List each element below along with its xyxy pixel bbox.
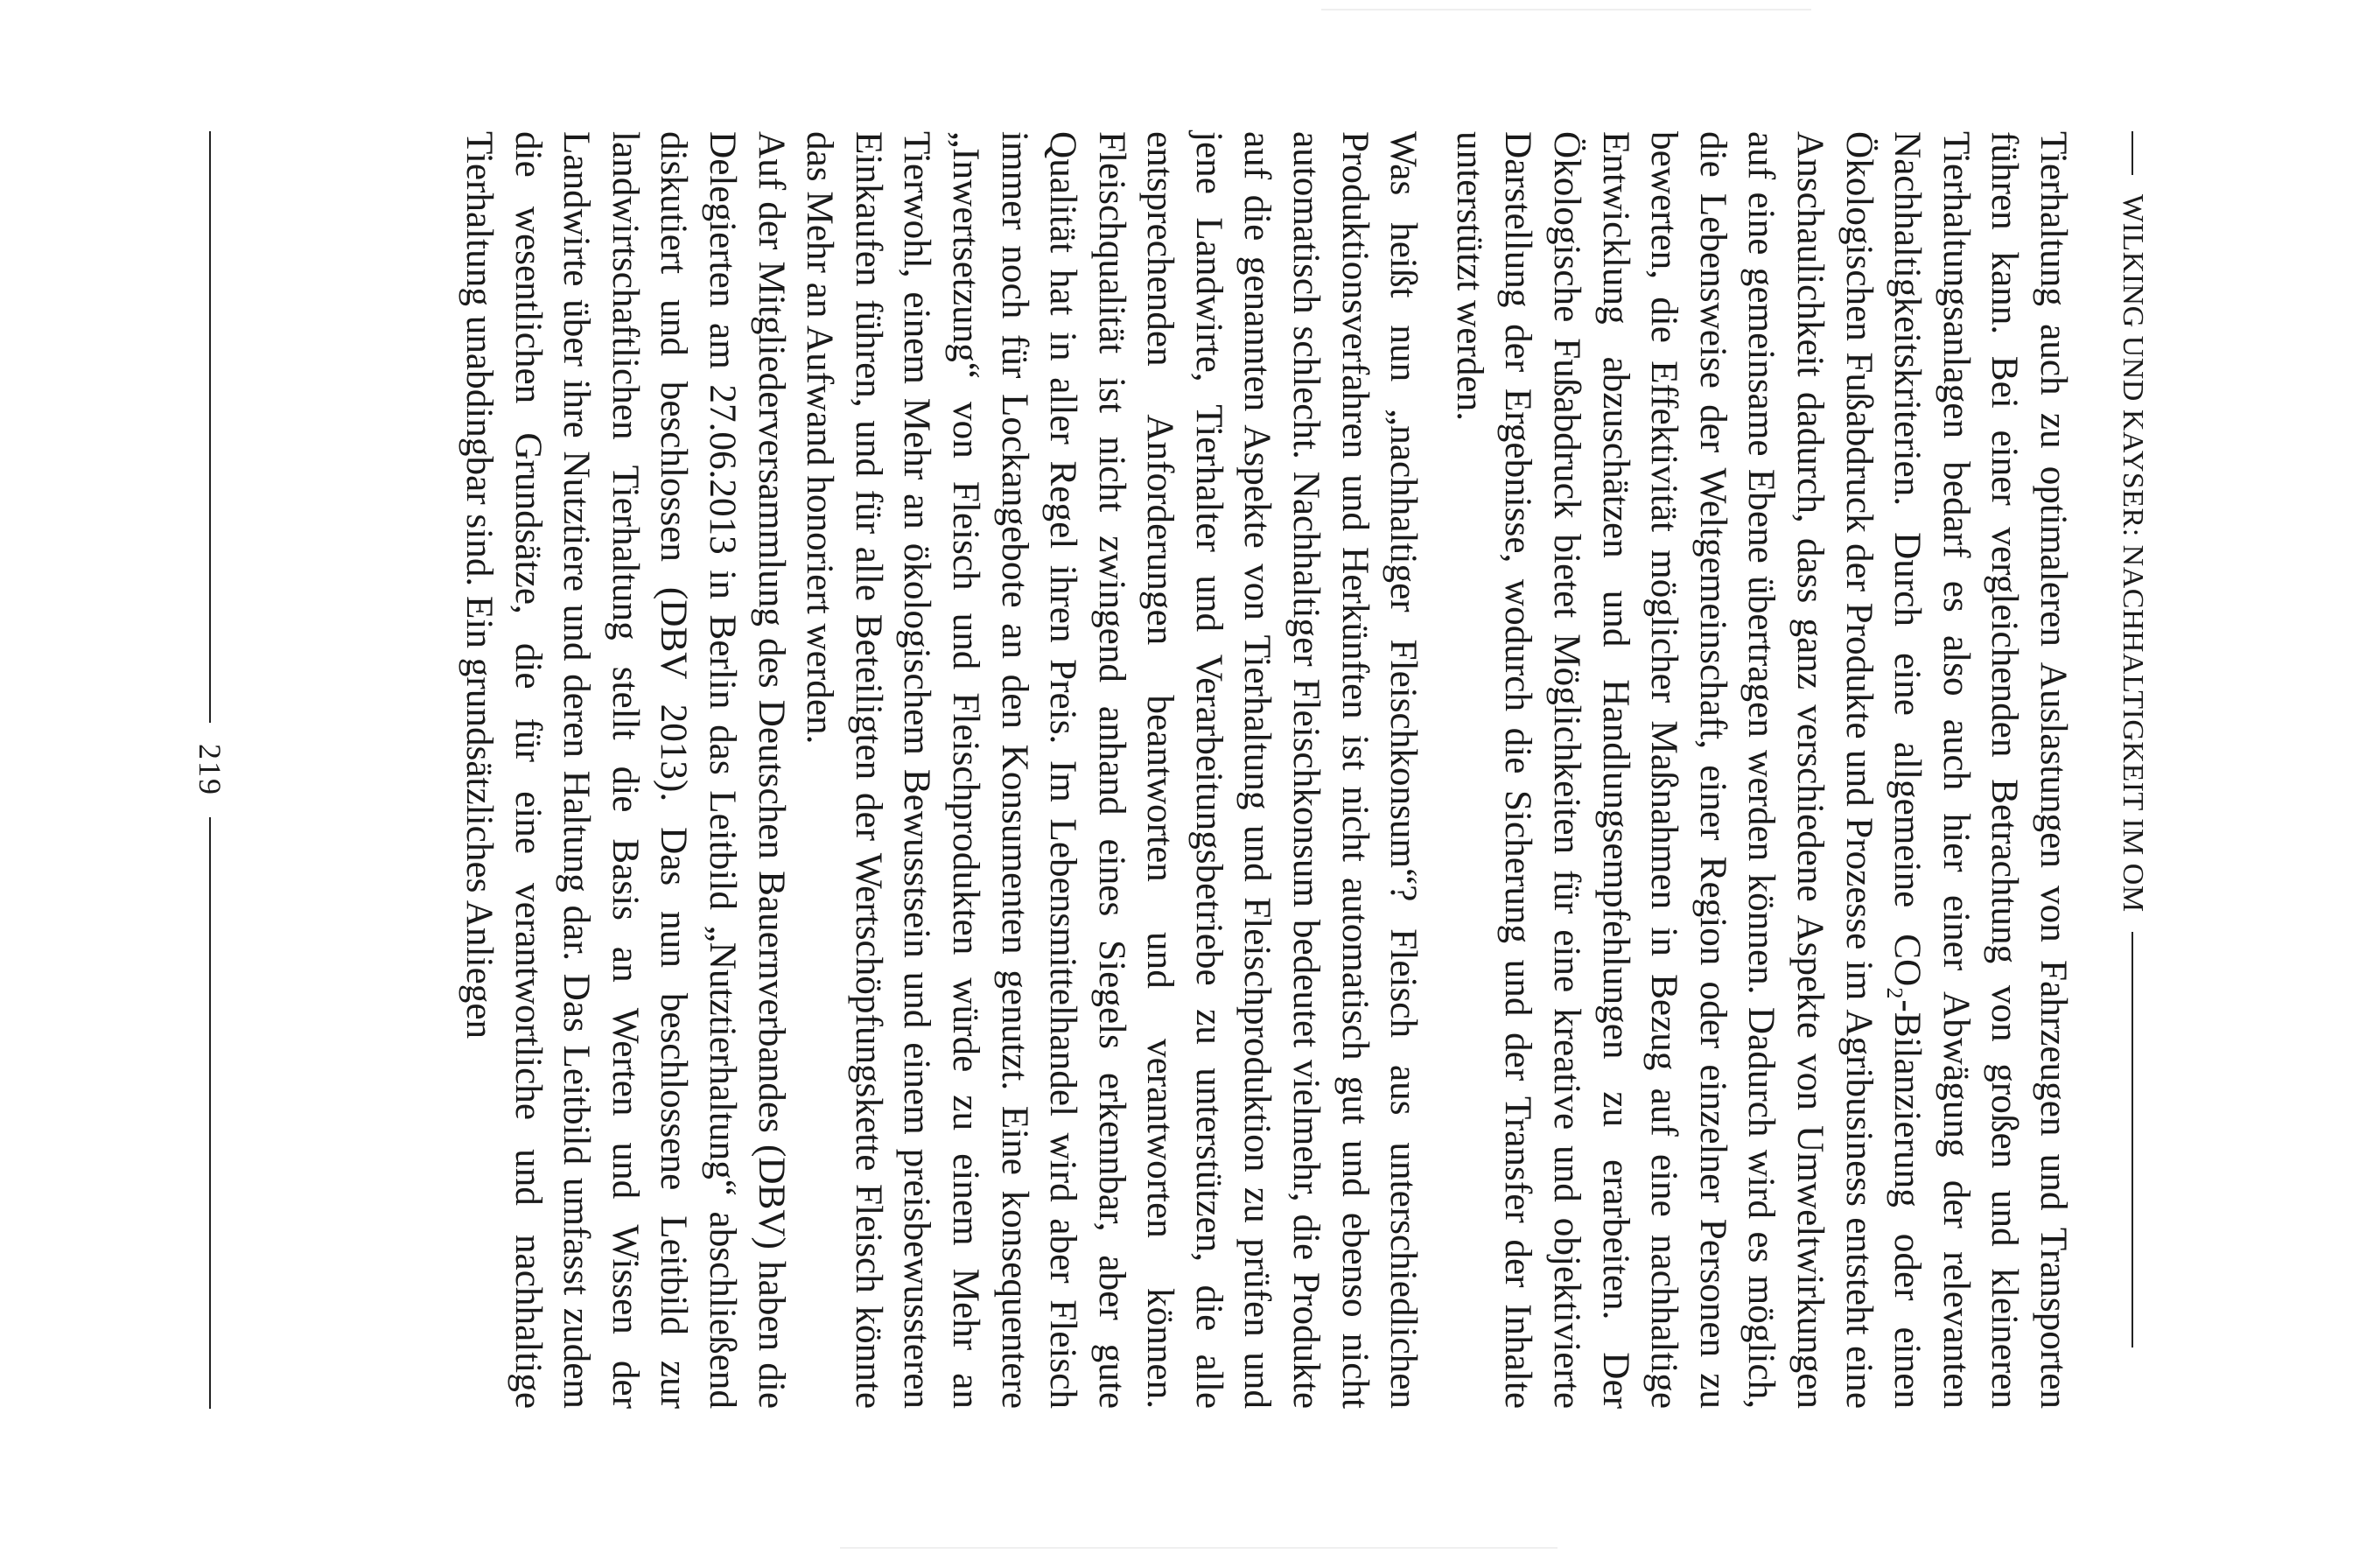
paragraph-1: Tierhaltung auch zu optimaleren Auslastungen von Fahrzeugen und Transporten führen kann. Bei einer vergleichenden Betrachtung von großen und kleineren Tierhaltungsanlagen bedarf es also auch hier einer Abwägung der relevanten Nachhaltigkeitskriterien. Durch eine allgemeine CO₂-Bilanzierung oder einen Ökologischen Fußabdruck der Produkte und Prozesse im Agribusiness entsteht eine Anschaulichkeit dadurch, dass ganz verschiedene Aspekte von Umweltwirkungen auf eine gemeinsame Ebene übertragen werden können. Dadurch wird es möglich, die Lebensweise der Weltgemeinschaft, einer Region oder einzelner Personen zu bewerten, die Effektivität möglicher Maßnahmen in Bezug auf eine nachhaltige Entwicklung abzuschätzen und Handlungsempfehlungen zu erarbeiten. Der Ökologische Fußabdruck bietet Möglichkeiten für eine kreative und objektivierte Darstellung der Ergebnisse, wodurch die Sicherung und der Transfer der Inhalte unterstützt werden. <box>1448 131 2074 1409</box>
page-number: 219 <box>192 744 228 796</box>
header-rule-left <box>2132 131 2133 175</box>
body-text <box>454 131 2077 1409</box>
footer-rule-left <box>209 131 211 723</box>
footer-rule-right <box>209 817 211 1409</box>
paragraph-3: Auf der Mitgliederversammlung des Deutschen Bauernverbandes (DBV) haben die Delegierten am 27.06.2013 in Berlin das Leitbild „Nutztierhaltung“ abschließend diskutiert und beschlossen (DBV 2013). Das nun beschlossene Leitbild zur landwirtschaftlichen Tierhaltung stellt die Basis an Werten und Wissen der Landwirte über ihre Nutztiere und deren Haltung dar. Das Leitbild umfasst zudem die wesentlichen Grundsätze, die für eine verantwortliche und nachhaltige Tierhaltung unabdingbar sind. Ein grundsätzliches Anliegen <box>458 131 792 1409</box>
page-footer <box>192 131 228 1409</box>
running-header <box>2116 131 2149 1348</box>
running-title: WILKING UND KAYSER: NACHHALTIGKEIT IM OM <box>2117 194 2149 913</box>
header-rule-right <box>2132 932 2133 1348</box>
paragraph-2: Was heißt nun „nachhaltiger Fleischkonsum“? Fleisch aus unterschiedlichen Produktionsverfahren und Herkünften ist nicht automatisch gut und ebenso nicht automatisch schlecht. Nachhaltiger Fleischkonsum bedeutet vielmehr, die Produkte auf die genannten Aspekte von Tierhaltung und Fleischproduktion zu prüfen und jene Landwirte, Tierhalter und Verarbeitungsbetriebe zu unterstützen, die alle entsprechenden Anforderungen beantworten und verantworten können. Fleischqualität ist nicht zwingend anhand eines Siegels erkennbar, aber gute Qualität hat in aller Regel ihren Preis. Im Lebensmittelhandel wird aber Fleisch immer noch für Lockangebote an den Konsumenten genutzt. Eine konsequentere „Inwertsetzung“ von Fleisch und Fleischprodukten würde zu einem Mehr an Tierwohl, einem Mehr an ökologischem Bewusstsein und einem preisbewussteren Einkaufen führen, und für alle Beteiligten der Wertschöpfungskette Fleisch könnte das Mehr an Aufwand honoriert werden. <box>799 131 1424 1409</box>
